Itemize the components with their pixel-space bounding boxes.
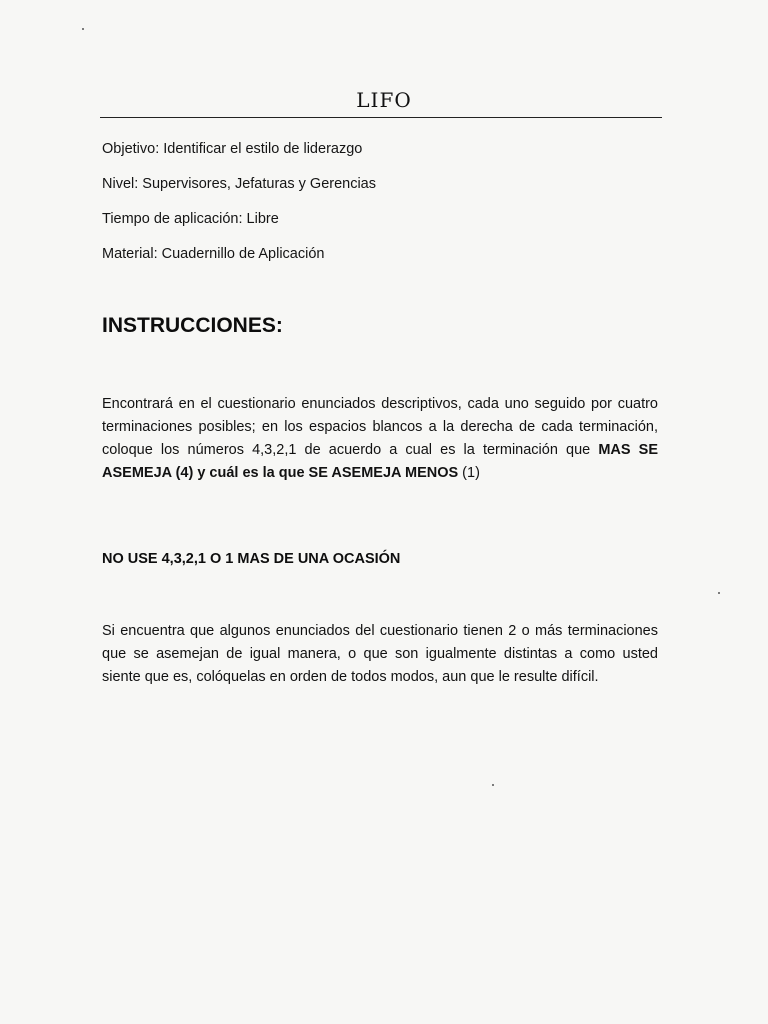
instructions-text-a: Encontrará en el cuestionario enunciados descriptivos, cada uno seguido por cuatro terminaciones posibles; en los espacios blancos a la derecha de cada terminación, coloque los números 4,3,2,1 de acuerdo a cual es la terminación que xyxy=(102,396,658,458)
tie-instructions-paragraph: Si encuentra que algunos enunciados del cuestionario tienen 2 o más terminaciones que se asemejan de igual manera, o que son igualmente distintas a como usted siente que es, colóquelas en orden de todos modos, aun que le resulte difícil. xyxy=(102,623,658,685)
level-line: Nivel: Supervisores, Jefaturas y Gerencias xyxy=(102,176,376,192)
instructions-heading: INSTRUCCIONES: xyxy=(102,314,283,337)
instructions-bold-text: MAS SE ASEMEJA (4) y cuál es la que SE ASEMEJA MENOS xyxy=(102,442,659,481)
scan-speck xyxy=(718,592,720,594)
time-line: Tiempo de aplicación: Libre xyxy=(102,211,279,227)
instructions-text-b: (1) xyxy=(458,465,480,481)
scan-speck xyxy=(492,784,494,786)
warning-line: NO USE 4,3,2,1 O 1 MAS DE UNA OCASIÓN xyxy=(102,551,401,567)
instructions-paragraph xyxy=(102,393,658,485)
objective-line: Objetivo: Identificar el estilo de liderazgo xyxy=(102,141,363,157)
scan-speck xyxy=(82,28,84,30)
title-divider xyxy=(100,117,662,118)
page-title: LIFO xyxy=(356,88,412,112)
material-line: Material: Cuadernillo de Aplicación xyxy=(102,246,325,262)
